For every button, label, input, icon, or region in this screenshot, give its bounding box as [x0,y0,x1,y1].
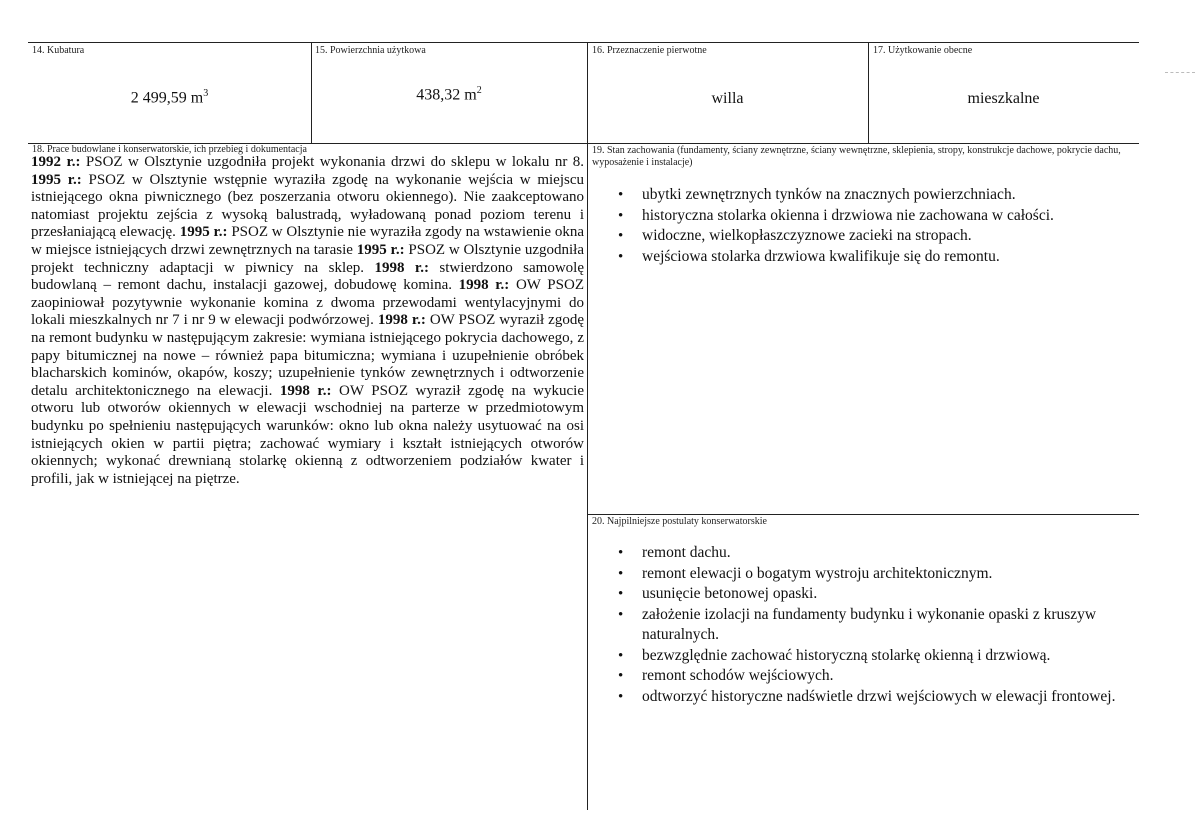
postulaty-list-item: • usunięcie betonowej opaski. [600,584,1130,605]
column-divider-center [587,42,588,810]
kubatura-number: 2 499,59 m [130,89,204,107]
powierzchnia-value [311,85,587,104]
prace-year-marker: 1998 r.: [377,312,426,329]
prace-entry-text: stwierdzono samowolę budowlaną – remont dachu, instalacji gazowej, dobudowę komina. [31,259,584,294]
prace-entry-text: PSOZ w Olsztynie nie wyraziła zgody na wstawienie okna w miejsce istniejących drzwi zewnętrznych na tarasie [31,224,584,258]
prace-history-text [31,154,584,488]
powierzchnia-exponent: 2 [476,85,482,96]
stan-list [600,185,1135,267]
postulaty-list [600,543,1130,707]
section-19-bottom-border [587,514,1139,515]
postulaty-label: 20. Najpilniejsze postulaty konserwatorskie [592,516,767,527]
prace-entry-text: PSOZ w Olsztynie wstępnie wyraziła zgodę na wykonanie wejścia w miejscu istniejącego okna piwnicznego (bez poszerzania otworu okiennego). Nie zaakceptowano natomiast projektu zejścia z wysoką balustradą, wyładowaną ponad poziom terenu i przesłaniającą elewację. [31,171,584,241]
prace-year-marker: 1995 r.: [31,171,82,188]
powierzchnia-number: 438,32 m [416,86,477,104]
prace-entry-text: OW PSOZ wyraził zgodę na wykucie otworu lub otworów okiennych w elewacji wschodniej na parterze w przedmiotowym budynku po spełnieniu następujących warunków: okno lub okna należy usytuować na osi istniejących okien w partii piętra; zachować wymiary i kształt istniejących otworów okiennych; wykonać drewnianą stolarkę okienną z odtworzeniem podziałów kwater i profili, jak w istniejącej na piętrze. [31,382,584,487]
stan-list-item: • widoczne, wielkopłaszczyznowe zacieki na stropach. [600,226,1135,247]
postulaty-list-item: • założenie izolacji na fundamenty budynku i wykonanie opaski z kruszyw naturalnych. [600,605,1130,646]
prace-year-marker: 1995 r.: [356,241,405,258]
prace-entry-text: OW PSOZ zaopiniował pozytywnie wykonanie komina z dwoma przewodami wentylacyjnymi do lokali mieszkalnych nr 7 i nr 9 w elewacji podwórzowej. [31,277,584,329]
przeznaczenie-label: 16. Przeznaczenie pierwotne [592,45,707,56]
stan-label: 19. Stan zachowania (fundamenty, ściany zewnętrzne, ściany wewnętrzne, sklepienia, stropy, konstrukcje dachowe, pokrycie dachu, wyposażenie i instalacje) [592,145,1121,168]
kubatura-exponent: 3 [203,88,209,99]
scan-edge-mark [1165,72,1195,77]
postulaty-list-item: • remont dachu. [600,543,1130,564]
prace-year-marker: 1998 r.: [279,382,332,399]
prace-entry-text: PSOZ w Olsztynie uzgodniła projekt wykonania drzwi do sklepu w lokalu nr 8. [80,154,584,170]
postulaty-list-item: • remont elewacji o bogatym wystroju architektonicznym. [600,564,1130,585]
top-border [28,42,1139,43]
prace-year-marker: 1995 r.: [179,224,228,241]
postulaty-list-item: • odtworzyć historyczne nadświetle drzwi wejściowych w elewacji frontowej. [600,687,1130,708]
prace-year-marker: 1998 r.: [374,259,429,276]
stan-list-item: • wejściowa stolarka drzwiowa kwalifikuje się do remontu. [600,247,1135,268]
kubatura-label: 14. Kubatura [32,45,85,56]
prace-label: 18. Prace budowlane i konserwatorskie, ich przebieg i dokumentacja [32,144,307,155]
przeznaczenie-value: willa [711,90,744,107]
prace-year-marker: 1992 r.: [31,154,81,170]
postulaty-list-item: • remont schodów wejściowych. [600,666,1130,687]
uzytkowanie-label: 17. Użytkowanie obecne [873,45,973,56]
powierzchnia-label: 15. Powierzchnia użytkowa [315,45,426,56]
kubatura-value [28,88,311,107]
prace-entry-text: PSOZ w Olsztynie uzgodniła projekt techniczny adaptacji w piwnicy na sklep. [31,241,584,276]
prace-year-marker: 1998 r.: [458,277,510,294]
postulaty-list-item: • bezwzględnie zachować historyczną stolarkę okienną i drzwiową. [600,646,1130,667]
prace-entry-text: OW PSOZ wyraził zgodę na remont budynku w następującym zakresie: wymiana istniejącego pokrycia dachowego, z papy bitumicznej na nowe – również papa bitumiczna; wymiana i uzupełnienie obróbek blacharskich kominów, okapów, koszy; uzupełnienie tynków zewnętrznych i odtworzenie detalu architektonicznego na elewacji. [31,312,584,399]
stan-list-item: • ubytki zewnętrznych tynków na znacznych powierzchniach. [600,185,1135,206]
uzytkowanie-value: mieszkalne [967,90,1040,107]
stan-list-item: • historyczna stolarka okienna i drzwiowa nie zachowana w całości. [600,206,1135,227]
